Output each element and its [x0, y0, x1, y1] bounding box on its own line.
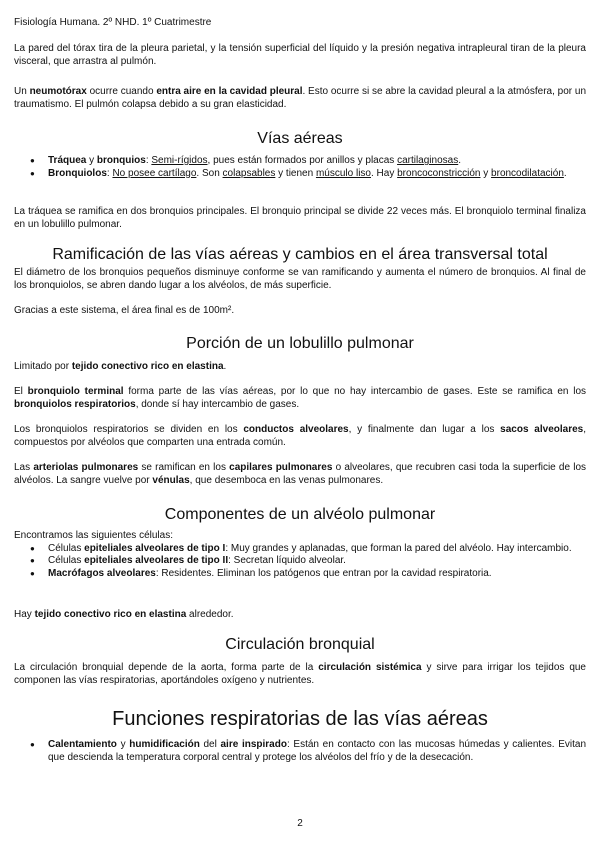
paragraph: El bronquiolo terminal forma parte de las vías aéreas, por lo que no hay intercambio de gases. Este se ramifica en los bronquiolos respiratorios, donde sí hay intercambio de gases. — [14, 386, 587, 410]
ramif-paragraph-1 — [14, 267, 586, 292]
section-title-circulacion: Circulación bronquial — [225, 636, 375, 653]
paragraph: El diámetro de los bronquios pequeños disminuye conforme se van ramificando y aumenta el número de bronquios. Al final de los bronquiolos, se abren dando lugar a los alvéolos, de más superficie. — [14, 267, 586, 291]
lobulillo-paragraph-4 — [14, 462, 586, 487]
list-item: ● Calentamiento y humidificación del aire inspirado: Están en contacto con las mucosas húmedas y calientes. Evitan que descienda la temperatura corporal central y protege los alvéolos del frío y de la desecación. — [48, 739, 586, 764]
funciones-block — [14, 739, 586, 764]
ramif-paragraph-2 — [14, 305, 586, 318]
lobulillo-paragraph-1 — [14, 361, 586, 374]
componentes-list — [14, 543, 586, 581]
page-header: Fisiología Humana. 2º NHD. 1º Cuatrimestre — [14, 17, 212, 28]
componentes-block — [14, 530, 586, 580]
paragraph: Las arteriolas pulmonares se ramifican en los capilares pulmonares o alveolares, que recubren casi toda la superficie de los alvéolos. La sangre vuelve por vénulas, que desemboca en las venas pulmonares. — [14, 462, 587, 486]
list-item: ● Bronquiolos: No posee cartílago. Son colapsables y tienen músculo liso. Hay broncoconstricción y broncodilatación. — [48, 168, 586, 181]
paragraph: Hay tejido conectivo rico en elastina alrededor. — [14, 609, 234, 620]
section-title-ramificacion: Ramificación de las vías aéreas y cambios en el área transversal total — [52, 246, 548, 263]
intro-section — [14, 43, 586, 68]
list-item: ● Macrófagos alveolares: Residentes. Eliminan los patógenos que entran por la cavidad respiratoria. — [48, 568, 586, 581]
circulacion-paragraph — [14, 662, 586, 687]
list-item: ● Células epiteliales alveolares de tipo I: Muy grandes y aplanadas, que forman la pared del alvéolo. Hay intercambio. — [48, 543, 586, 556]
paragraph: Encontramos las siguientes células: — [14, 530, 173, 541]
paragraph: Limitado por tejido conectivo rico en elastina. — [14, 361, 227, 372]
list-item: ● Tráquea y bronquios: Semi-rígidos, pues están formados por anillos y placas cartilaginosas. — [48, 155, 586, 168]
paragraph: Los bronquiolos respiratorios se dividen en los conductos alveolares, y finalmente dan lugar a los sacos alveolares, compuestos por alvéolos que comparten una entrada común. — [14, 424, 586, 448]
section-title-funciones: Funciones respiratorias de las vías aéreas — [112, 708, 488, 730]
section-title-componentes: Componentes de un alvéolo pulmonar — [164, 506, 436, 523]
section-title-lobulillo: Porción de un lobulillo pulmonar — [186, 335, 414, 352]
paragraph: La circulación bronquial depende de la aorta, forma parte de la circulación sistémica y sirve para irrigar los tejidos que componen las vías respiratorias, aportándoles oxígeno y nutrientes. — [14, 662, 586, 686]
paragraph: Un neumotórax ocurre cuando entra aire en la cavidad pleural. Esto ocurre si se abre la cavidad pleural a la atmósfera, por un traumatismo. El pulmón colapsa debido a su gran elasticidad. — [14, 86, 586, 110]
page-number: 2 — [297, 818, 303, 829]
vias-list-block — [14, 155, 586, 180]
lobulillo-paragraph-2 — [14, 386, 586, 411]
funciones-list — [14, 739, 586, 764]
paragraph: La tráquea se ramifica en dos bronquios principales. El bronquio principal se divide 22 veces más. El bronquiolo terminal finaliza en un lobulillo pulmonar. — [14, 206, 586, 230]
componentes-paragraph — [14, 609, 586, 622]
trachea-paragraph — [14, 206, 586, 231]
list-item: ● Células epiteliales alveolares de tipo II: Secretan líquido alveolar. — [48, 555, 586, 568]
pneumothorax-paragraph — [14, 86, 586, 111]
vias-list — [14, 155, 586, 180]
lobulillo-paragraph-3 — [14, 424, 586, 449]
paragraph: La pared del tórax tira de la pleura parietal, y la tensión superficial del líquido y la presión negativa intrapleural tiran de la pleura visceral, que arrastra al pulmón. — [14, 43, 586, 67]
paragraph: Gracias a este sistema, el área final es de 100m². — [14, 305, 235, 316]
section-title-vias-aereas: Vías aéreas — [257, 130, 343, 147]
